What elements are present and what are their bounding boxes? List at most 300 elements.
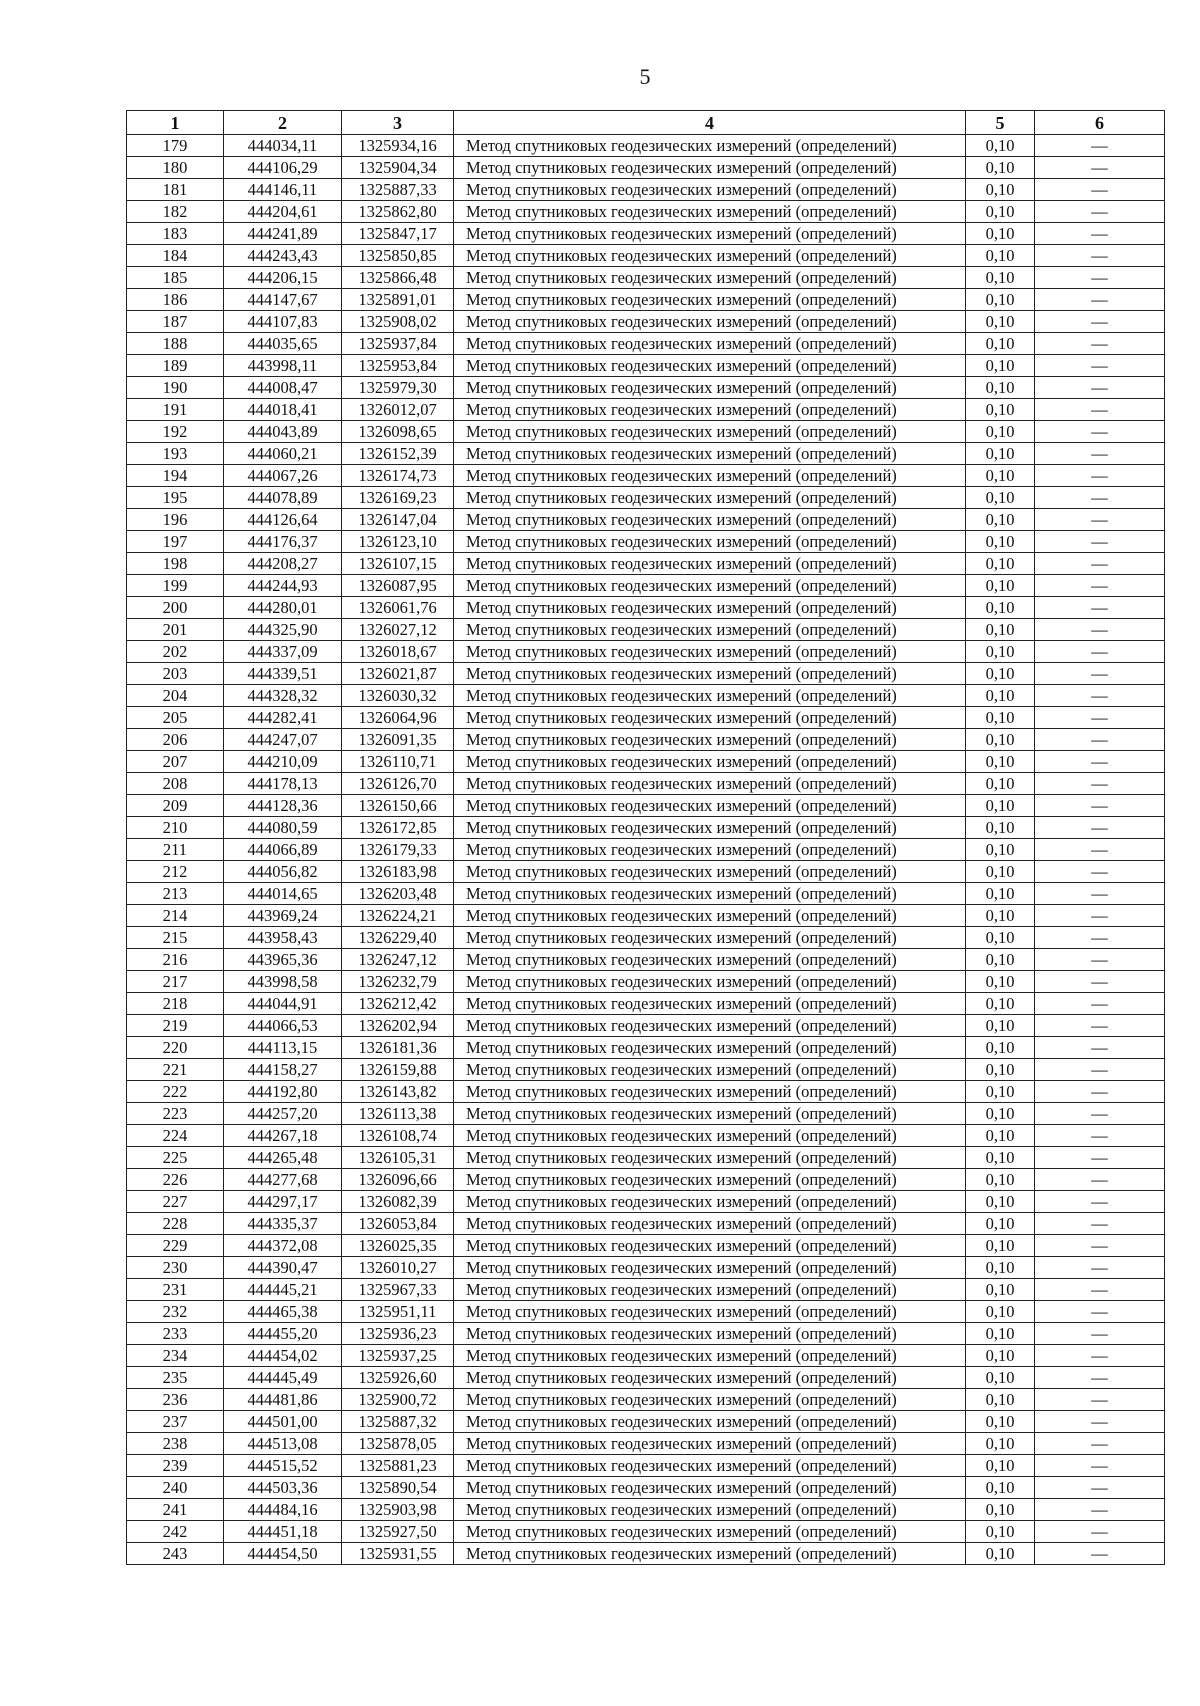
cell-note: — <box>1035 201 1165 223</box>
cell-coord-y: 1326229,40 <box>342 927 454 949</box>
cell-note: — <box>1035 619 1165 641</box>
cell-point-number: 221 <box>127 1059 224 1081</box>
cell-coord-y: 1325890,54 <box>342 1477 454 1499</box>
cell-coord-y: 1326096,66 <box>342 1169 454 1191</box>
table-row <box>127 1015 1165 1037</box>
cell-coord-x: 444066,89 <box>224 839 342 861</box>
cell-note: — <box>1035 1257 1165 1279</box>
cell-method: Метод спутниковых геодезических измерений (определений) <box>454 1499 966 1521</box>
cell-method: Метод спутниковых геодезических измерений (определений) <box>454 135 966 157</box>
cell-coord-y: 1326224,21 <box>342 905 454 927</box>
cell-method: Метод спутниковых геодезических измерений (определений) <box>454 773 966 795</box>
cell-point-number: 207 <box>127 751 224 773</box>
table-row <box>127 1543 1165 1565</box>
cell-point-number: 230 <box>127 1257 224 1279</box>
cell-accuracy: 0,10 <box>966 1125 1035 1147</box>
cell-point-number: 205 <box>127 707 224 729</box>
table-row <box>127 201 1165 223</box>
cell-note: — <box>1035 1169 1165 1191</box>
cell-point-number: 239 <box>127 1455 224 1477</box>
cell-point-number: 216 <box>127 949 224 971</box>
cell-point-number: 238 <box>127 1433 224 1455</box>
cell-method: Метод спутниковых геодезических измерений (определений) <box>454 377 966 399</box>
cell-method: Метод спутниковых геодезических измерений (определений) <box>454 971 966 993</box>
cell-accuracy: 0,10 <box>966 927 1035 949</box>
cell-note: — <box>1035 553 1165 575</box>
table-header-row <box>127 111 1165 135</box>
cell-note: — <box>1035 1323 1165 1345</box>
cell-coord-x: 444176,37 <box>224 531 342 553</box>
cell-point-number: 234 <box>127 1345 224 1367</box>
cell-coord-x: 443965,36 <box>224 949 342 971</box>
cell-point-number: 196 <box>127 509 224 531</box>
cell-coord-x: 444147,67 <box>224 289 342 311</box>
cell-accuracy: 0,10 <box>966 971 1035 993</box>
table-row <box>127 1037 1165 1059</box>
cell-coord-y: 1325900,72 <box>342 1389 454 1411</box>
cell-method: Метод спутниковых геодезических измерений (определений) <box>454 883 966 905</box>
cell-coord-y: 1326179,33 <box>342 839 454 861</box>
cell-accuracy: 0,10 <box>966 1543 1035 1565</box>
cell-note: — <box>1035 377 1165 399</box>
cell-coord-y: 1325931,55 <box>342 1543 454 1565</box>
cell-accuracy: 0,10 <box>966 1147 1035 1169</box>
cell-point-number: 208 <box>127 773 224 795</box>
cell-coord-y: 1325862,80 <box>342 201 454 223</box>
cell-coord-x: 444243,43 <box>224 245 342 267</box>
cell-point-number: 186 <box>127 289 224 311</box>
cell-note: — <box>1035 1059 1165 1081</box>
cell-method: Метод спутниковых геодезических измерений (определений) <box>454 861 966 883</box>
table-row <box>127 707 1165 729</box>
cell-accuracy: 0,10 <box>966 619 1035 641</box>
cell-coord-y: 1325891,01 <box>342 289 454 311</box>
cell-coord-x: 444339,51 <box>224 663 342 685</box>
table-row <box>127 465 1165 487</box>
cell-accuracy: 0,10 <box>966 883 1035 905</box>
cell-accuracy: 0,10 <box>966 773 1035 795</box>
cell-note: — <box>1035 641 1165 663</box>
cell-coord-y: 1325881,23 <box>342 1455 454 1477</box>
cell-accuracy: 0,10 <box>966 245 1035 267</box>
cell-coord-x: 444035,65 <box>224 333 342 355</box>
cell-coord-x: 444106,29 <box>224 157 342 179</box>
cell-method: Метод спутниковых геодезических измерений (определений) <box>454 421 966 443</box>
cell-method: Метод спутниковых геодезических измерений (определений) <box>454 575 966 597</box>
cell-point-number: 235 <box>127 1367 224 1389</box>
cell-point-number: 220 <box>127 1037 224 1059</box>
cell-method: Метод спутниковых геодезических измерений (определений) <box>454 1103 966 1125</box>
cell-point-number: 184 <box>127 245 224 267</box>
cell-note: — <box>1035 399 1165 421</box>
cell-point-number: 202 <box>127 641 224 663</box>
cell-point-number: 225 <box>127 1147 224 1169</box>
cell-accuracy: 0,10 <box>966 1521 1035 1543</box>
cell-accuracy: 0,10 <box>966 729 1035 751</box>
cell-coord-x: 444078,89 <box>224 487 342 509</box>
table-row <box>127 443 1165 465</box>
cell-accuracy: 0,10 <box>966 377 1035 399</box>
column-header-5: 5 <box>966 111 1035 135</box>
cell-coord-x: 444158,27 <box>224 1059 342 1081</box>
cell-coord-x: 443998,11 <box>224 355 342 377</box>
cell-coord-x: 444107,83 <box>224 311 342 333</box>
table-row <box>127 1477 1165 1499</box>
cell-point-number: 232 <box>127 1301 224 1323</box>
cell-method: Метод спутниковых геодезических измерений (определений) <box>454 311 966 333</box>
cell-method: Метод спутниковых геодезических измерений (определений) <box>454 839 966 861</box>
cell-coord-y: 1325847,17 <box>342 223 454 245</box>
cell-note: — <box>1035 487 1165 509</box>
table-row <box>127 1235 1165 1257</box>
cell-coord-x: 444208,27 <box>224 553 342 575</box>
cell-point-number: 180 <box>127 157 224 179</box>
cell-coord-y: 1325926,60 <box>342 1367 454 1389</box>
cell-note: — <box>1035 1191 1165 1213</box>
cell-coord-x: 444128,36 <box>224 795 342 817</box>
cell-coord-x: 444014,65 <box>224 883 342 905</box>
table-row <box>127 1455 1165 1477</box>
cell-coord-x: 444455,20 <box>224 1323 342 1345</box>
cell-method: Метод спутниковых геодезических измерений (определений) <box>454 1015 966 1037</box>
table-row <box>127 949 1165 971</box>
cell-note: — <box>1035 1455 1165 1477</box>
cell-coord-x: 444503,36 <box>224 1477 342 1499</box>
cell-note: — <box>1035 1433 1165 1455</box>
table-row <box>127 553 1165 575</box>
cell-accuracy: 0,10 <box>966 1411 1035 1433</box>
cell-coord-y: 1326010,27 <box>342 1257 454 1279</box>
cell-coord-y: 1325878,05 <box>342 1433 454 1455</box>
table-row <box>127 1059 1165 1081</box>
coordinates-table <box>126 110 1165 1565</box>
cell-point-number: 198 <box>127 553 224 575</box>
cell-coord-x: 444192,80 <box>224 1081 342 1103</box>
cell-method: Метод спутниковых геодезических измерений (определений) <box>454 157 966 179</box>
cell-method: Метод спутниковых геодезических измерений (определений) <box>454 1037 966 1059</box>
cell-coord-y: 1326126,70 <box>342 773 454 795</box>
table-row <box>127 135 1165 157</box>
cell-point-number: 179 <box>127 135 224 157</box>
cell-point-number: 219 <box>127 1015 224 1037</box>
cell-method: Метод спутниковых геодезических измерений (определений) <box>454 1169 966 1191</box>
cell-coord-x: 444337,09 <box>224 641 342 663</box>
cell-method: Метод спутниковых геодезических измерений (определений) <box>454 993 966 1015</box>
cell-note: — <box>1035 1477 1165 1499</box>
column-header-4: 4 <box>454 111 966 135</box>
cell-note: — <box>1035 1499 1165 1521</box>
cell-coord-x: 443958,43 <box>224 927 342 949</box>
cell-method: Метод спутниковых геодезических измерений (определений) <box>454 1433 966 1455</box>
cell-note: — <box>1035 1543 1165 1565</box>
cell-coord-x: 443969,24 <box>224 905 342 927</box>
cell-note: — <box>1035 311 1165 333</box>
cell-coord-x: 444206,15 <box>224 267 342 289</box>
cell-method: Метод спутниковых геодезических измерений (определений) <box>454 641 966 663</box>
cell-note: — <box>1035 179 1165 201</box>
cell-coord-x: 444043,89 <box>224 421 342 443</box>
cell-coord-y: 1326064,96 <box>342 707 454 729</box>
cell-coord-y: 1326018,67 <box>342 641 454 663</box>
cell-note: — <box>1035 597 1165 619</box>
cell-note: — <box>1035 575 1165 597</box>
cell-note: — <box>1035 883 1165 905</box>
cell-coord-x: 444454,02 <box>224 1345 342 1367</box>
cell-coord-x: 444126,64 <box>224 509 342 531</box>
cell-accuracy: 0,10 <box>966 531 1035 553</box>
cell-method: Метод спутниковых геодезических измерений (определений) <box>454 487 966 509</box>
cell-accuracy: 0,10 <box>966 1059 1035 1081</box>
table-row <box>127 641 1165 663</box>
table-row <box>127 795 1165 817</box>
cell-coord-x: 444465,38 <box>224 1301 342 1323</box>
cell-point-number: 194 <box>127 465 224 487</box>
cell-coord-y: 1325937,25 <box>342 1345 454 1367</box>
cell-accuracy: 0,10 <box>966 1213 1035 1235</box>
cell-coord-y: 1326143,82 <box>342 1081 454 1103</box>
cell-note: — <box>1035 685 1165 707</box>
table-row <box>127 1169 1165 1191</box>
cell-coord-x: 444018,41 <box>224 399 342 421</box>
cell-coord-x: 444204,61 <box>224 201 342 223</box>
cell-accuracy: 0,10 <box>966 399 1035 421</box>
cell-note: — <box>1035 1345 1165 1367</box>
cell-point-number: 233 <box>127 1323 224 1345</box>
cell-coord-y: 1326152,39 <box>342 443 454 465</box>
table-row <box>127 1433 1165 1455</box>
cell-coord-x: 444372,08 <box>224 1235 342 1257</box>
cell-coord-x: 444178,13 <box>224 773 342 795</box>
cell-coord-y: 1326113,38 <box>342 1103 454 1125</box>
cell-accuracy: 0,10 <box>966 1103 1035 1125</box>
cell-method: Метод спутниковых геодезических измерений (определений) <box>454 1191 966 1213</box>
cell-note: — <box>1035 861 1165 883</box>
cell-point-number: 237 <box>127 1411 224 1433</box>
cell-accuracy: 0,10 <box>966 1323 1035 1345</box>
cell-method: Метод спутниковых геодезических измерений (определений) <box>454 1301 966 1323</box>
cell-note: — <box>1035 355 1165 377</box>
cell-coord-y: 1326053,84 <box>342 1213 454 1235</box>
cell-accuracy: 0,10 <box>966 289 1035 311</box>
cell-coord-y: 1325967,33 <box>342 1279 454 1301</box>
cell-coord-y: 1326021,87 <box>342 663 454 685</box>
cell-note: — <box>1035 751 1165 773</box>
table-row <box>127 905 1165 927</box>
cell-method: Метод спутниковых геодезических измерений (определений) <box>454 1213 966 1235</box>
cell-method: Метод спутниковых геодезических измерений (определений) <box>454 751 966 773</box>
cell-method: Метод спутниковых геодезических измерений (определений) <box>454 399 966 421</box>
table-row <box>127 399 1165 421</box>
cell-accuracy: 0,10 <box>966 905 1035 927</box>
cell-coord-y: 1325904,34 <box>342 157 454 179</box>
table-row <box>127 663 1165 685</box>
table-row <box>127 861 1165 883</box>
cell-note: — <box>1035 333 1165 355</box>
cell-point-number: 213 <box>127 883 224 905</box>
table-row <box>127 1147 1165 1169</box>
table-row <box>127 223 1165 245</box>
cell-note: — <box>1035 531 1165 553</box>
cell-method: Метод спутниковых геодезических измерений (определений) <box>454 289 966 311</box>
cell-coord-y: 1326183,98 <box>342 861 454 883</box>
cell-coord-y: 1326025,35 <box>342 1235 454 1257</box>
cell-coord-x: 444325,90 <box>224 619 342 641</box>
table-body <box>127 135 1165 1565</box>
cell-accuracy: 0,10 <box>966 839 1035 861</box>
cell-coord-y: 1325937,84 <box>342 333 454 355</box>
cell-accuracy: 0,10 <box>966 355 1035 377</box>
cell-coord-y: 1326108,74 <box>342 1125 454 1147</box>
cell-point-number: 182 <box>127 201 224 223</box>
table-row <box>127 509 1165 531</box>
cell-accuracy: 0,10 <box>966 575 1035 597</box>
column-header-3: 3 <box>342 111 454 135</box>
cell-coord-x: 444265,48 <box>224 1147 342 1169</box>
cell-coord-x: 444390,47 <box>224 1257 342 1279</box>
table-row <box>127 1345 1165 1367</box>
cell-note: — <box>1035 1521 1165 1543</box>
cell-accuracy: 0,10 <box>966 333 1035 355</box>
cell-coord-y: 1326027,12 <box>342 619 454 641</box>
cell-coord-y: 1326123,10 <box>342 531 454 553</box>
cell-coord-x: 444282,41 <box>224 707 342 729</box>
cell-note: — <box>1035 1235 1165 1257</box>
cell-accuracy: 0,10 <box>966 1235 1035 1257</box>
cell-point-number: 227 <box>127 1191 224 1213</box>
cell-method: Метод спутниковых геодезических измерений (определений) <box>454 245 966 267</box>
cell-point-number: 236 <box>127 1389 224 1411</box>
cell-accuracy: 0,10 <box>966 1191 1035 1213</box>
cell-accuracy: 0,10 <box>966 1389 1035 1411</box>
cell-note: — <box>1035 905 1165 927</box>
cell-coord-x: 444328,32 <box>224 685 342 707</box>
cell-method: Метод спутниковых геодезических измерений (определений) <box>454 333 966 355</box>
cell-coord-y: 1326082,39 <box>342 1191 454 1213</box>
cell-coord-x: 444513,08 <box>224 1433 342 1455</box>
cell-coord-y: 1326174,73 <box>342 465 454 487</box>
cell-coord-x: 444454,50 <box>224 1543 342 1565</box>
cell-coord-y: 1325934,16 <box>342 135 454 157</box>
cell-coord-x: 444277,68 <box>224 1169 342 1191</box>
cell-note: — <box>1035 421 1165 443</box>
table-row <box>127 1125 1165 1147</box>
cell-coord-y: 1326105,31 <box>342 1147 454 1169</box>
cell-note: — <box>1035 707 1165 729</box>
cell-accuracy: 0,10 <box>966 553 1035 575</box>
table-row <box>127 751 1165 773</box>
cell-note: — <box>1035 465 1165 487</box>
cell-coord-x: 444257,20 <box>224 1103 342 1125</box>
cell-method: Метод спутниковых геодезических измерений (определений) <box>454 685 966 707</box>
table-row <box>127 575 1165 597</box>
cell-method: Метод спутниковых геодезических измерений (определений) <box>454 1279 966 1301</box>
cell-note: — <box>1035 1389 1165 1411</box>
cell-method: Метод спутниковых геодезических измерений (определений) <box>454 1389 966 1411</box>
table-row <box>127 377 1165 399</box>
cell-point-number: 195 <box>127 487 224 509</box>
cell-method: Метод спутниковых геодезических измерений (определений) <box>454 795 966 817</box>
cell-coord-x: 444241,89 <box>224 223 342 245</box>
cell-point-number: 223 <box>127 1103 224 1125</box>
cell-method: Метод спутниковых геодезических измерений (определений) <box>454 223 966 245</box>
cell-method: Метод спутниковых геодезических измерений (определений) <box>454 1367 966 1389</box>
cell-coord-x: 444501,00 <box>224 1411 342 1433</box>
table-row <box>127 289 1165 311</box>
cell-note: — <box>1035 509 1165 531</box>
cell-point-number: 187 <box>127 311 224 333</box>
cell-coord-x: 444056,82 <box>224 861 342 883</box>
cell-accuracy: 0,10 <box>966 817 1035 839</box>
cell-coord-y: 1325927,50 <box>342 1521 454 1543</box>
cell-method: Метод спутниковых геодезических измерений (определений) <box>454 1059 966 1081</box>
cell-coord-y: 1325866,48 <box>342 267 454 289</box>
table-row <box>127 971 1165 993</box>
cell-coord-x: 444146,11 <box>224 179 342 201</box>
cell-point-number: 240 <box>127 1477 224 1499</box>
cell-point-number: 192 <box>127 421 224 443</box>
cell-coord-x: 444451,18 <box>224 1521 342 1543</box>
cell-note: — <box>1035 1081 1165 1103</box>
cell-accuracy: 0,10 <box>966 663 1035 685</box>
cell-method: Метод спутниковых геодезических измерений (определений) <box>454 1323 966 1345</box>
cell-method: Метод спутниковых геодезических измерений (определений) <box>454 1147 966 1169</box>
cell-point-number: 215 <box>127 927 224 949</box>
cell-method: Метод спутниковых геодезических измерений (определений) <box>454 1125 966 1147</box>
cell-coord-x: 444445,49 <box>224 1367 342 1389</box>
table-row <box>127 267 1165 289</box>
cell-accuracy: 0,10 <box>966 1367 1035 1389</box>
table-row <box>127 245 1165 267</box>
cell-coord-y: 1326030,32 <box>342 685 454 707</box>
cell-coord-y: 1326159,88 <box>342 1059 454 1081</box>
cell-note: — <box>1035 773 1165 795</box>
cell-note: — <box>1035 993 1165 1015</box>
cell-coord-y: 1326061,76 <box>342 597 454 619</box>
cell-note: — <box>1035 289 1165 311</box>
cell-note: — <box>1035 157 1165 179</box>
cell-method: Метод спутниковых геодезических измерений (определений) <box>454 1477 966 1499</box>
cell-coord-y: 1325979,30 <box>342 377 454 399</box>
cell-accuracy: 0,10 <box>966 135 1035 157</box>
cell-note: — <box>1035 1301 1165 1323</box>
cell-coord-x: 444067,26 <box>224 465 342 487</box>
cell-method: Метод спутниковых геодезических измерений (определений) <box>454 201 966 223</box>
cell-accuracy: 0,10 <box>966 443 1035 465</box>
cell-accuracy: 0,10 <box>966 311 1035 333</box>
cell-point-number: 241 <box>127 1499 224 1521</box>
table-row <box>127 487 1165 509</box>
cell-point-number: 183 <box>127 223 224 245</box>
cell-coord-x: 444034,11 <box>224 135 342 157</box>
table-row <box>127 773 1165 795</box>
column-header-6: 6 <box>1035 111 1165 135</box>
table-row <box>127 1367 1165 1389</box>
cell-coord-y: 1326202,94 <box>342 1015 454 1037</box>
cell-accuracy: 0,10 <box>966 685 1035 707</box>
cell-note: — <box>1035 1367 1165 1389</box>
cell-method: Метод спутниковых геодезических измерений (определений) <box>454 597 966 619</box>
cell-method: Метод спутниковых геодезических измерений (определений) <box>454 1257 966 1279</box>
cell-accuracy: 0,10 <box>966 597 1035 619</box>
cell-coord-x: 444113,15 <box>224 1037 342 1059</box>
cell-accuracy: 0,10 <box>966 1301 1035 1323</box>
cell-accuracy: 0,10 <box>966 465 1035 487</box>
cell-note: — <box>1035 729 1165 751</box>
cell-coord-x: 443998,58 <box>224 971 342 993</box>
table-row <box>127 157 1165 179</box>
cell-accuracy: 0,10 <box>966 1477 1035 1499</box>
cell-method: Метод спутниковых геодезических измерений (определений) <box>454 465 966 487</box>
